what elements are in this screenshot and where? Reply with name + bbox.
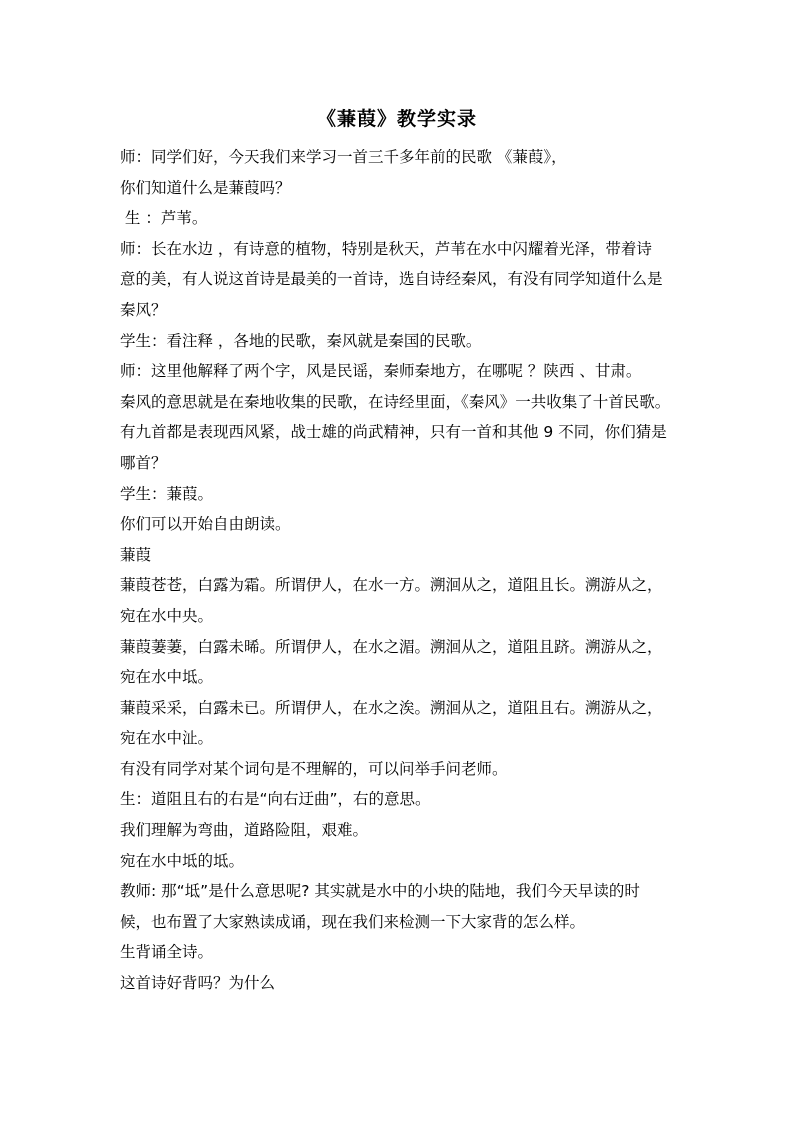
text-line: 我们理解为弯曲，道路险阻，艰难。 xyxy=(120,821,369,840)
text-line: 候，也布置了大家熟读成诵，现在我们来检测一下大家背的怎么样。 xyxy=(120,912,586,931)
text-line: 哪首？ xyxy=(120,453,167,472)
poem-line: 蒹葭苍苍，白露为霜。所谓伊人，在水一方。溯洄从之，道阻且长。溯游从之， xyxy=(120,576,663,595)
poem-line: 蒹葭采采，白露未已。所谓伊人，在水之涘。溯洄从之，道阻且右。溯游从之， xyxy=(120,698,663,717)
text-line: 生 ：芦苇。 xyxy=(120,209,208,228)
poem-line: 宛在水中沚。 xyxy=(120,729,214,748)
text-line: 秦风的意思就是在秦地收集的民歌，在诗经里面，《秦风》一共收集了十首民歌。 xyxy=(120,392,671,411)
text-line: 你们知道什么是蒹葭吗？ xyxy=(120,178,291,197)
poem-line: 宛在水中央。 xyxy=(120,606,214,625)
text-line: 意的美，有人说这首诗是最美的一首诗，选自诗经秦风，有没有同学知道什么是 xyxy=(120,270,663,289)
text-line: 师：同学们好，今天我们来学习一首三千多年前的民歌 《蒹葭》， xyxy=(120,148,567,166)
text-line: 学生：看注释 ，各地的民歌，秦风就是秦国的民歌。 xyxy=(120,331,482,350)
text-line: 宛在水中坻的坻。 xyxy=(120,851,245,870)
text-line: 师：这里他解释了两个字，风是民谣，秦师秦地方，在哪呢 ？陕西 、甘肃。 xyxy=(120,362,642,381)
poem-line: 蒹葭萋萋，白露未晞。所谓伊人，在水之湄。溯洄从之，道阻且跻。溯游从之， xyxy=(120,637,663,656)
poem-title: 蒹葭 xyxy=(120,545,152,564)
text-line: 有九首都是表现西风紧，战士雄的尚武精神，只有一首和其他 9 不同，你们猜是 xyxy=(120,423,667,442)
text-line: 有没有同学对某个词句是不理解的，可以问举手问老师。 xyxy=(120,759,508,778)
text-line: 这首诗好背吗？为什么 xyxy=(120,974,276,993)
text-line: 学生：蒹葭。 xyxy=(120,484,214,503)
document-title: 《蒹葭》教学实录 xyxy=(316,108,477,130)
text-line: 师：长在水边 ，有诗意的植物，特别是秋天，芦苇在水中闪耀着光泽，带着诗 xyxy=(120,239,652,258)
text-line: 秦风？ xyxy=(120,300,167,319)
poem-line: 宛在水中坻。 xyxy=(120,668,214,687)
text-line: 你们可以开始自由朗读。 xyxy=(120,515,291,534)
text-line: 生：道阻且右的右是“向右迂曲”，右的意思。 xyxy=(120,790,431,809)
document-body xyxy=(120,142,680,999)
text-line: 生背诵全诗。 xyxy=(120,943,214,962)
text-line: 教师: 那“坻”是什么意思呢? 其实就是水中的小块的陆地，我们今天早读的时 xyxy=(120,882,640,901)
